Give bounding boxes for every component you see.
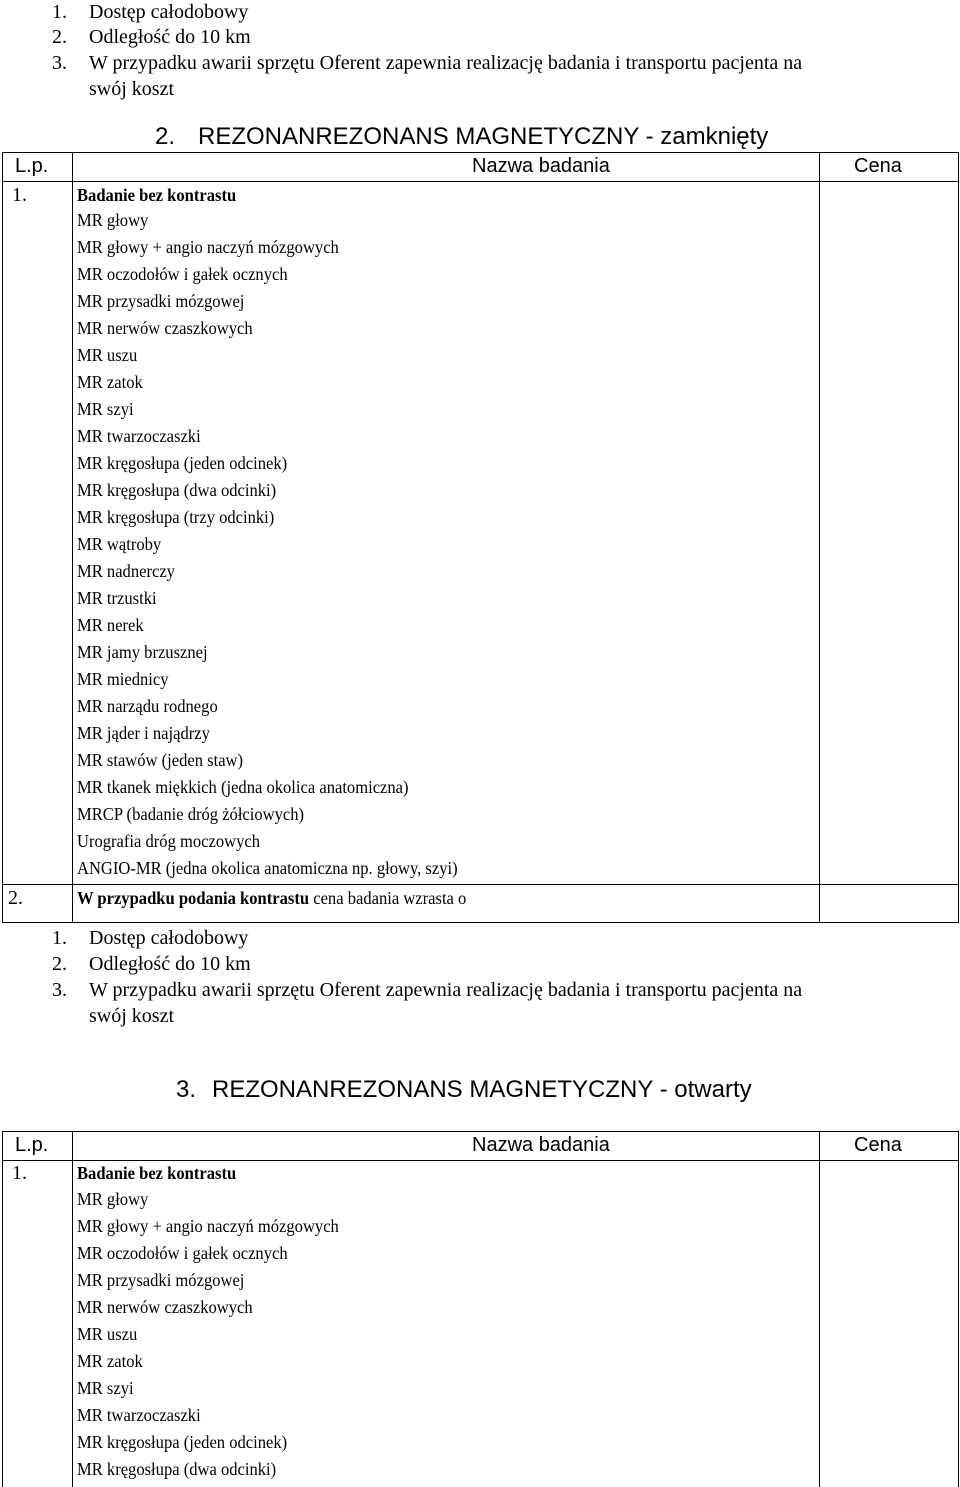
exam-item: MR zatok — [77, 372, 143, 392]
list-number: 2. — [52, 953, 67, 975]
exam-item: MR jąder i najądrzy — [77, 723, 210, 743]
section-number: 3. — [176, 1076, 197, 1103]
contrast-note — [77, 888, 466, 909]
row-number: 1. — [12, 184, 27, 206]
row-number: 2. — [8, 887, 23, 909]
list-item: W przypadku awarii sprzętu Oferent zapewnia realizację badania i transportu pacjenta na — [89, 979, 803, 1001]
section-title: REZONANREZONANS MAGNETYCZNY - zamknięty — [198, 123, 769, 150]
exam-item: MR szyi — [77, 1378, 134, 1398]
exam-item: MR kręgosłupa (jeden odcinek) — [77, 1432, 288, 1452]
list-item: Dostęp całodobowy — [89, 1, 249, 23]
column-header-name: Nazwa badania — [472, 1134, 610, 1156]
list-item: Odległość do 10 km — [89, 26, 251, 48]
exam-item: MR nerek — [77, 615, 144, 635]
exam-item: MR oczodołów i gałek ocznych — [77, 264, 288, 284]
exam-item: MR wątroby — [77, 534, 162, 554]
exam-item: MR oczodołów i gałek ocznych — [77, 1243, 288, 1263]
exam-item: MR uszu — [77, 345, 138, 365]
list-item: Odległość do 10 km — [89, 953, 251, 975]
list-item: Dostęp całodobowy — [89, 927, 249, 949]
column-header-lp: L.p. — [15, 1134, 49, 1156]
exam-item: MR przysadki mózgowej — [77, 1270, 245, 1290]
list-number: 3. — [52, 979, 67, 1001]
column-header-lp: L.p. — [15, 155, 49, 177]
exam-item: MR trzustki — [77, 588, 157, 608]
exam-item: MRCP (badanie dróg żółciowych) — [77, 804, 305, 824]
exam-item: ANGIO-MR (jedna okolica anatomiczna np. głowy, szyi) — [77, 858, 458, 878]
exam-item: MR kręgosłupa (jeden odcinek) — [77, 453, 288, 473]
exam-item: MR kręgosłupa (trzy odcinki) — [77, 507, 275, 527]
list-item-continuation: swój koszt — [89, 78, 174, 100]
column-header-name: Nazwa badania — [472, 155, 610, 177]
exam-item: MR głowy — [77, 1189, 149, 1209]
exam-item: MR twarzoczaszki — [77, 1405, 201, 1425]
exam-item: MR twarzoczaszki — [77, 426, 201, 446]
exam-item: Urografia dróg moczowych — [77, 831, 261, 851]
exam-item: MR zatok — [77, 1351, 143, 1371]
list-item: W przypadku awarii sprzętu Oferent zapewnia realizację badania i transportu pacjenta na — [89, 52, 803, 74]
exam-item: MR nerwów czaszkowych — [77, 318, 253, 338]
exam-item: MR stawów (jeden staw) — [77, 750, 244, 770]
column-header-price: Cena — [854, 155, 902, 177]
exam-item: MR tkanek miękkich (jedna okolica anatomiczna) — [77, 777, 409, 797]
exam-item: MR narządu rodnego — [77, 696, 218, 716]
exam-item: MR głowy — [77, 210, 149, 230]
exam-item: MR głowy + angio naczyń mózgowych — [77, 1216, 339, 1236]
exam-item: MR szyi — [77, 399, 134, 419]
list-number: 2. — [52, 26, 67, 48]
exam-item: MR miednicy — [77, 669, 169, 689]
column-header-price: Cena — [854, 1134, 902, 1156]
contrast-note-rest: cena badania wzrasta o — [309, 888, 467, 908]
exam-item: MR nadnerczy — [77, 561, 175, 581]
exam-item: MR głowy + angio naczyń mózgowych — [77, 237, 339, 257]
exam-item: MR uszu — [77, 1324, 138, 1344]
list-item-continuation: swój koszt — [89, 1005, 174, 1027]
exam-item: MR kręgosłupa (dwa odcinki) — [77, 1459, 277, 1479]
exam-item: MR jamy brzusznej — [77, 642, 208, 662]
row-number: 1. — [12, 1162, 27, 1184]
contrast-note-bold: W przypadku podania kontrastu — [77, 888, 310, 908]
exam-item: MR kręgosłupa (dwa odcinki) — [77, 480, 277, 500]
section-number: 2. — [155, 123, 176, 150]
row-heading: Badanie bez kontrastu — [77, 185, 237, 205]
list-number: 3. — [52, 52, 67, 74]
row-heading: Badanie bez kontrastu — [77, 1163, 237, 1183]
section-title: REZONANREZONANS MAGNETYCZNY - otwarty — [212, 1076, 752, 1103]
exam-item: MR przysadki mózgowej — [77, 291, 245, 311]
exam-item: MR nerwów czaszkowych — [77, 1297, 253, 1317]
list-number: 1. — [52, 1, 67, 23]
list-number: 1. — [52, 927, 67, 949]
